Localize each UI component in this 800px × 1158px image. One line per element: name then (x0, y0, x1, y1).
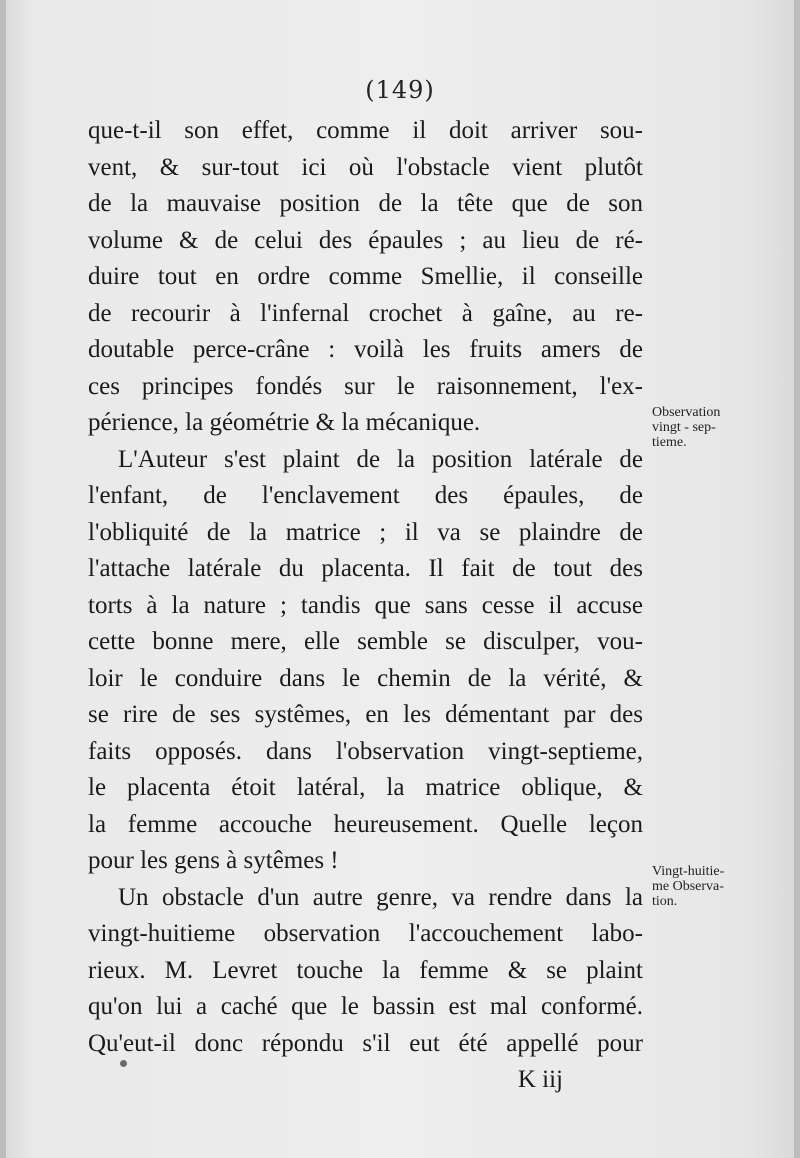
catchword: K iij (517, 1066, 563, 1093)
text-line: Qu'eut-il donc répondu s'il eut été appellé pour (88, 1029, 643, 1057)
text-line: doutable perce-crâne : voilà les fruits amers de (88, 336, 643, 363)
text-line: se rire de ses systêmes, en les démentant par des (88, 701, 643, 728)
text-line: périence, la géométrie & la mécanique. (88, 409, 481, 436)
page-right-edge (794, 0, 800, 1158)
margin-note-line: me Observa- (652, 879, 724, 894)
margin-note-line: tieme. (652, 435, 687, 450)
text-line: pour les gens à sytêmes ! (88, 847, 339, 874)
page-left-edge (0, 0, 6, 1158)
text-line: L'Auteur s'est plaint de la position latérale de (118, 445, 643, 473)
margin-note-line: Observation (652, 405, 721, 420)
text-line: duire tout en ordre comme Smellie, il conseille (88, 263, 643, 290)
text-line: faits opposés. dans l'observation vingt-septieme, (88, 737, 643, 765)
ink-speck (120, 1060, 127, 1067)
text-line: rieux. M. Levret touche la femme & se plaint (88, 956, 643, 984)
text-line: de la mauvaise position de la tête que de son (88, 190, 643, 217)
text-line: l'attache latérale du placenta. Il fait de tout des (88, 555, 643, 582)
text-line: que-t-il son effet, comme il doit arriver sou- (88, 117, 643, 144)
text-line: l'obliquité de la matrice ; il va se plaindre de (88, 518, 643, 546)
text-line: la femme accouche heureusement. Quelle leçon (88, 810, 643, 838)
text-line: qu'on lui a caché que le bassin est mal conformé. (88, 993, 643, 1020)
body-text (88, 113, 643, 1099)
text-line: vent, & sur-tout ici où l'obstacle vient plutôt (88, 153, 643, 181)
text-line: loir le conduire dans le chemin de la vérité, & (88, 664, 643, 692)
text-line: vingt-huitieme observation l'accouchement labo- (88, 920, 643, 947)
text-line: Un obstacle d'un autre genre, va rendre dans la (118, 883, 643, 911)
text-line: cette bonne mere, elle semble se disculper, vou- (88, 628, 643, 655)
margin-note-observation-28 (652, 864, 770, 909)
text-line: ces principes fondés sur le raisonnement, l'ex- (88, 372, 643, 400)
margin-note-line: tion. (652, 894, 678, 909)
text-line: de recourir à l'infernal crochet à gaîne, au re- (88, 299, 643, 327)
text-line: volume & de celui des épaules ; au lieu de ré- (88, 226, 643, 254)
margin-note-line: vingt - sep- (652, 420, 716, 435)
text-line: le placenta étoit latéral, la matrice oblique, & (88, 774, 643, 801)
text-line: torts à la nature ; tandis que sans cesse il accuse (88, 591, 643, 619)
text-line: l'enfant, de l'enclavement des épaules, de (88, 482, 643, 509)
margin-note-line: Vingt-huitie- (652, 864, 725, 879)
page-number: (149) (365, 76, 435, 104)
margin-note-observation-27 (652, 405, 770, 450)
